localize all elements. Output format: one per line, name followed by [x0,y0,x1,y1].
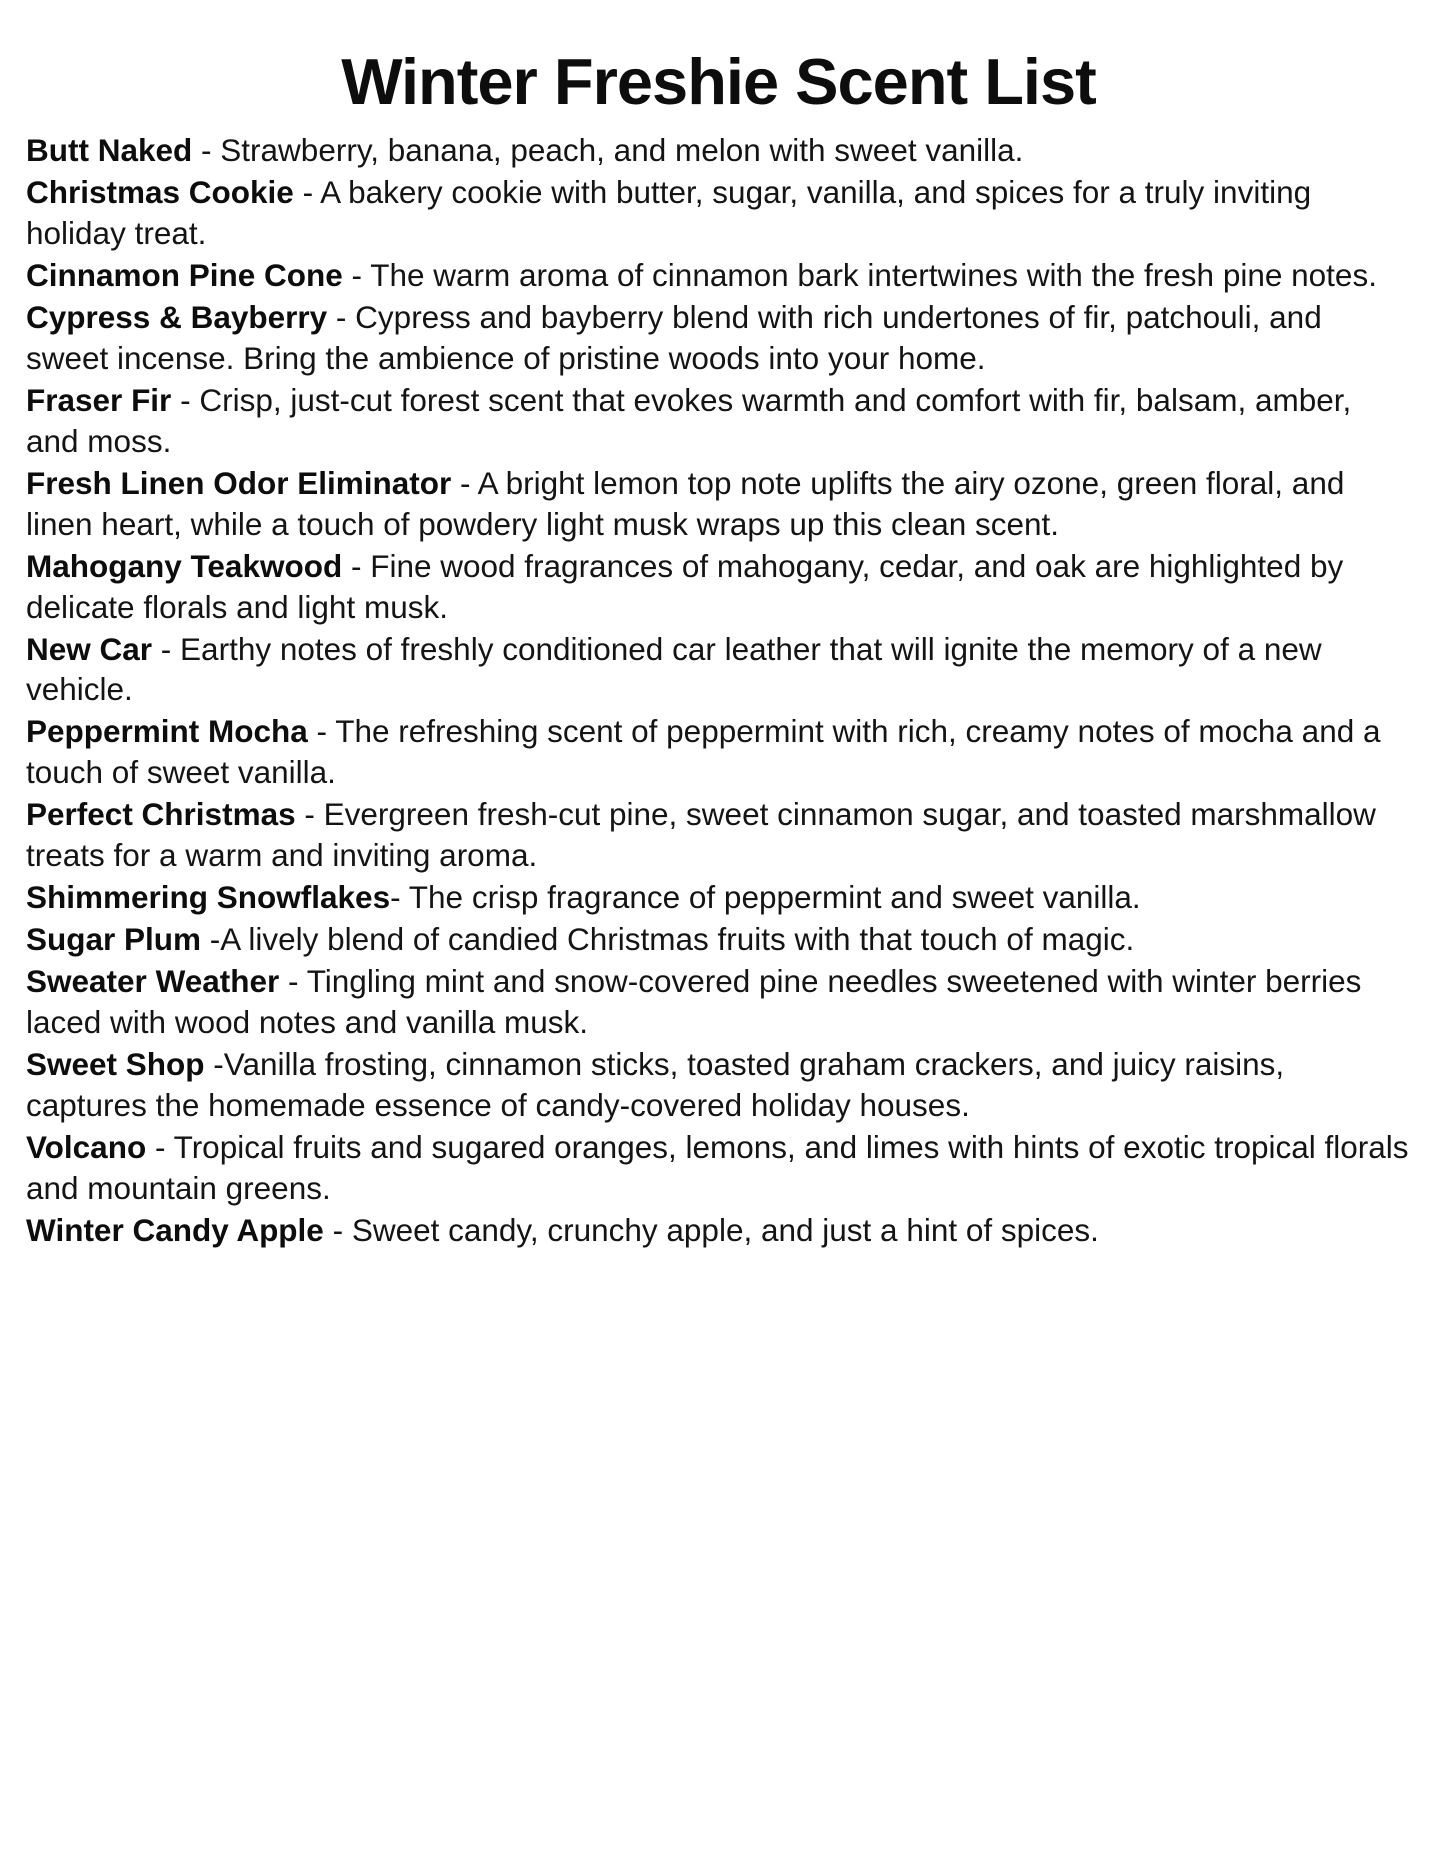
scent-name: Mahogany Teakwood [26,547,343,584]
scent-description: A bakery cookie with butter, sugar, vanilla, and spices for a truly inviting holiday treat. [26,174,1312,252]
list-item [26,546,1411,628]
scent-description: Tingling mint and snow-covered pine needles sweetened with winter berries laced with wood notes and vanilla musk. [26,963,1362,1040]
list-item [26,877,1411,918]
page-title: Winter Freshie Scent List [341,45,1096,118]
list-item [26,380,1411,462]
list-item [26,463,1411,545]
scent-name: Fresh Linen Odor Eliminator [26,464,452,501]
list-item [26,297,1411,379]
scent-separator: - [201,921,221,958]
scent-name: Sugar Plum [26,921,202,958]
scent-name: Volcano [26,1128,147,1165]
scent-description: The crisp fragrance of peppermint and sweet vanilla. [408,879,1141,916]
scent-description: Tropical fruits and sugared oranges, lemons, and limes with hints of exotic tropical florals and mountain greens. [26,1128,1409,1206]
list-item [26,1127,1411,1209]
scent-name: New Car [26,630,153,667]
list-item [26,1210,1411,1251]
scent-separator: - [390,879,409,916]
list-item [26,130,1411,171]
list-item [26,711,1411,793]
list-item [26,172,1411,254]
scent-description: The refreshing scent of peppermint with rich, creamy notes of mocha and a touch of sweet vanilla. [26,713,1381,791]
scent-separator: - [342,257,371,294]
scent-separator: - [171,381,200,418]
scent-description: The warm aroma of cinnamon bark intertwines with the fresh pine notes. [370,257,1377,294]
scent-description: Vanilla frosting, cinnamon sticks, toasted graham crackers, and juicy raisins, captures the homemade essence of candy-covered holiday houses. [26,1045,1285,1123]
scent-description: Sweet candy, crunchy apple, and just a hint of spices. [351,1211,1099,1248]
scent-name: Butt Naked [26,132,193,169]
scent-separator: - [192,132,221,169]
scent-separator: - [146,1128,174,1165]
scent-separator: - [323,1211,352,1248]
scent-separator: - [342,547,371,584]
list-item [26,255,1411,296]
scent-name: Perfect Christmas [26,796,296,833]
scent-name: Fraser Fir [26,381,172,418]
scent-separator: - [327,299,356,335]
scent-list [26,130,1411,1250]
scent-description: Strawberry, banana, peach, and melon with sweet vanilla. [220,132,1024,169]
scent-description: A bright lemon top note uplifts the airy ozone, green floral, and linen heart, while a touch of powdery light musk wraps up this clean scent. [26,464,1345,542]
list-item [26,961,1411,1043]
scent-separator: - [279,963,307,999]
scent-description: Earthy notes of freshly conditioned car leather that will ignite the memory of a new vehicle. [26,630,1322,708]
scent-description: A lively blend of candied Christmas fruits with that touch of magic. [220,921,1135,958]
scent-separator: - [451,464,478,501]
scent-separator: - [204,1045,224,1082]
list-item [26,919,1411,960]
list-item [26,1044,1411,1126]
scent-description: Evergreen fresh-cut pine, sweet cinnamon sugar, and toasted marshmallow treats for a warm and inviting aroma. [26,796,1376,874]
scent-separator: - [293,174,321,211]
list-item [26,794,1411,876]
scent-separator: - [152,630,181,667]
scent-description: Fine wood fragrances of mahogany, cedar, and oak are highlighted by delicate florals and light musk. [26,547,1344,625]
scent-name: Shimmering Snowflakes [26,879,391,916]
scent-description: Crisp, just-cut forest scent that evokes warmth and comfort with fir, balsam, amber, and moss. [26,381,1352,459]
scent-name: Christmas Cookie [26,174,294,211]
scent-description: Cypress and bayberry blend with rich undertones of fir, patchouli, and sweet incense. Bring the ambience of pristine woods into your home. [26,299,1322,376]
scent-name: Cypress & Bayberry [26,299,328,335]
scent-separator: - [307,713,336,750]
scent-separator: - [295,796,324,833]
scent-name: Sweet Shop [26,1045,205,1082]
scent-name: Winter Candy Apple [26,1211,324,1248]
list-item [26,629,1411,711]
scent-name: Peppermint Mocha [26,713,308,750]
scent-name: Sweater Weather [26,963,280,999]
scent-name: Cinnamon Pine Cone [26,257,343,294]
